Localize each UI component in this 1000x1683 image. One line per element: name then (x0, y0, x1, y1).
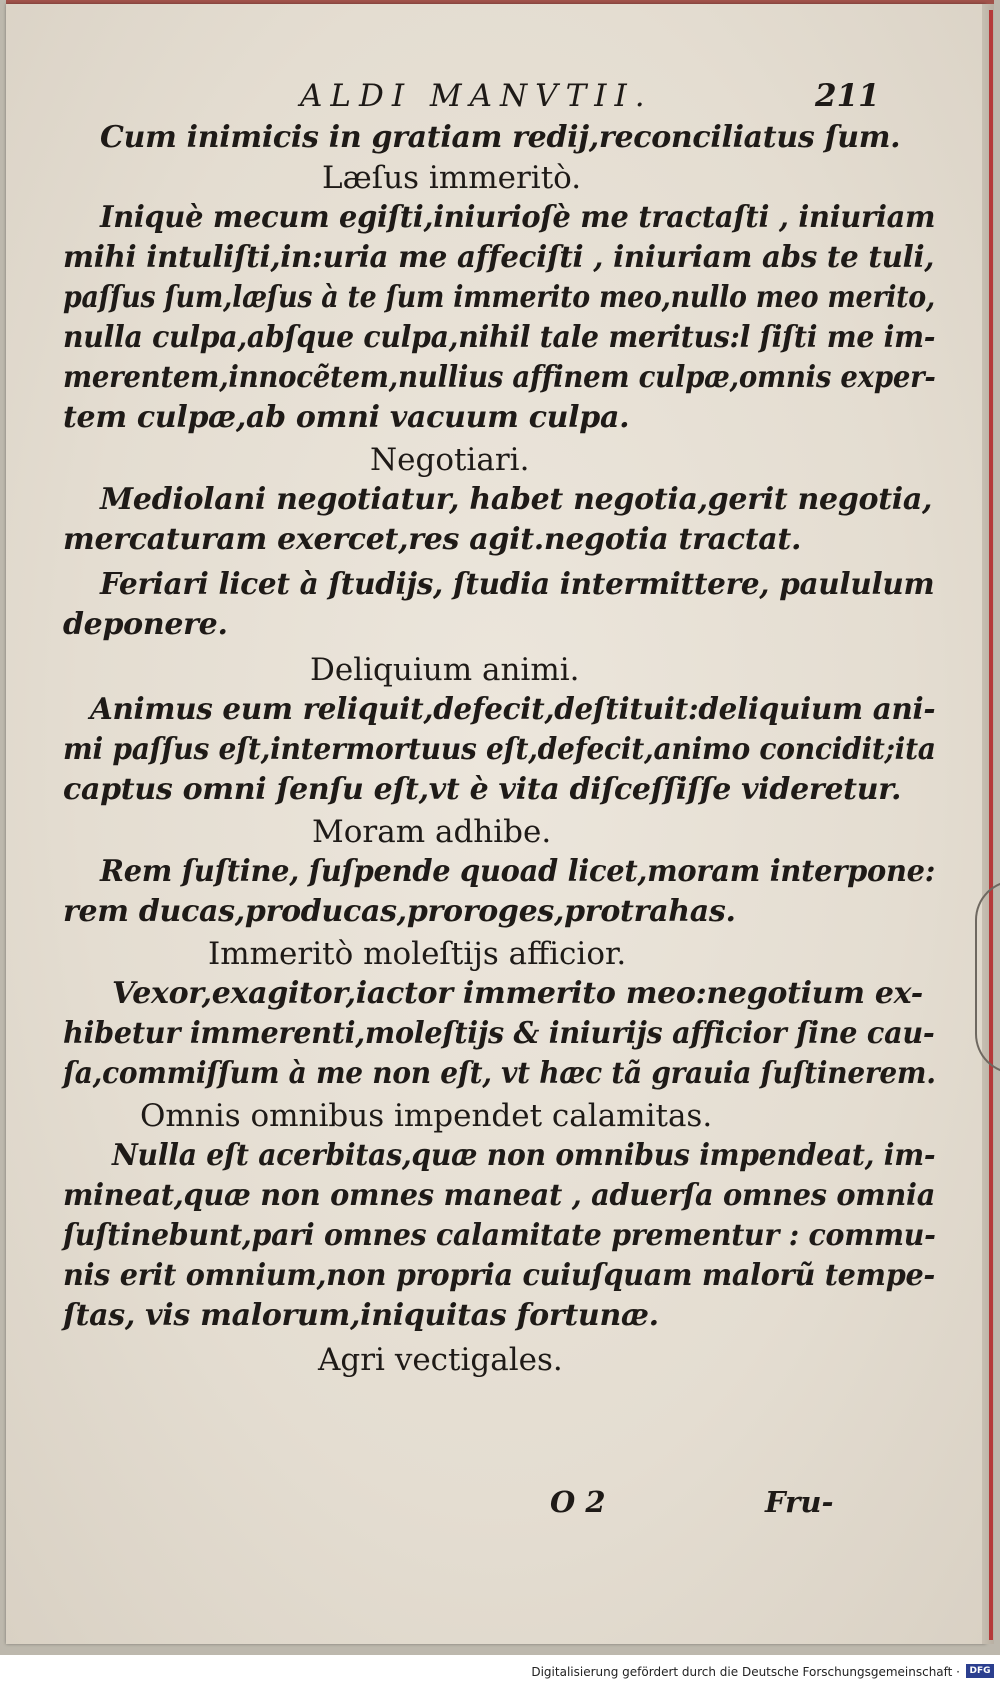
section-heading: Negotiari. (370, 442, 530, 478)
text-line: mi paſſus eſt,intermortuus eſt,defecit,animo concidit;ita (63, 732, 936, 767)
text-line: Mediolani negotiatur, habet negotia,gerit negotia, (100, 482, 933, 517)
text-line: merentem,innocẽtem,nullius affinem culpæ,omnis exper- (63, 360, 936, 395)
section-heading: Læſus immeritò. (322, 160, 582, 196)
text-line: tem culpæ,ab omni vacuum culpa. (63, 400, 630, 435)
text-line: ſuſtinebunt,pari omnes calamitate prementur : commu- (63, 1218, 936, 1253)
text-line: ſa,commiſſum à me non eſt, vt hæc tã grauia ſuſtinerem. (63, 1056, 936, 1091)
text-line: paſſus ſum,læſus à te ſum immerito meo,nullo meo merito, (63, 280, 936, 315)
text-line: captus omni ſenſu eſt,vt è vita diſceſſiſſe videretur. (63, 772, 902, 807)
text-line: Cum inimicis in gratiam redij,reconciliatus ſum. (100, 120, 901, 155)
text-line: rem ducas,producas,proroges,protrahas. (63, 894, 736, 929)
section-heading: Agri vectigales. (318, 1342, 563, 1378)
section-heading: Moram adhibe. (312, 814, 552, 850)
text-line: Nulla eſt acerbitas,quæ non omnibus impendeat, im- (112, 1138, 936, 1173)
page-number: 211 (815, 78, 880, 114)
binding-clasp (975, 880, 1000, 1074)
text-line: hibetur immerenti,moleſtijs & iniurijs afficior ſine cau- (63, 1016, 935, 1051)
text-line: mineat,quæ non omnes maneat , aduerſa omnes omnia (63, 1178, 936, 1213)
footer-bar (0, 1662, 1000, 1683)
text-line: nis erit omnium,non propria cuiuſquam malorũ tempe- (63, 1258, 936, 1293)
text-line: Rem ſuſtine, ſuſpende quoad licet,moram interpone: (100, 854, 936, 889)
text-line: nulla culpa,abſque culpa,nihil tale meritus:l ſiſti me im- (63, 320, 936, 355)
running-head: ALDI MANVTII. (300, 78, 653, 114)
footer-credit: Digitalisierung gefördert durch die Deutsche Forschungsgemeinschaft · (531, 1665, 960, 1679)
signature-mark: O 2 (550, 1485, 606, 1519)
text-line: Feriari licet à ſtudijs, ſtudia intermittere, paululum (100, 567, 935, 602)
dfg-logo: DFG (966, 1664, 994, 1678)
section-heading: Immeritò moleſtijs afficior. (208, 936, 627, 972)
catchword: Fru- (765, 1485, 834, 1519)
red-edge-rule (989, 10, 993, 1640)
text-line: mihi intuliſti,in:uria me affeciſti , iniuriam abs te tuli, (63, 240, 935, 275)
text-line: deponere. (63, 607, 228, 642)
text-line: mercaturam exercet,res agit.negotia tractat. (63, 522, 802, 557)
text-line: ſtas, vis malorum,iniquitas fortunæ. (63, 1298, 659, 1333)
section-heading: Omnis omnibus impendet calamitas. (140, 1098, 713, 1134)
section-heading: Deliquium animi. (310, 652, 580, 688)
text-line: Iniquè mecum egiſti,iniurioſè me tractaſti , iniuriam (100, 200, 936, 235)
text-line: Animus eum reliquit,defecit,deſtituit:deliquium ani- (90, 692, 936, 727)
text-line: Vexor,exagitor,iactor immerito meo:negotium ex- (112, 976, 923, 1011)
